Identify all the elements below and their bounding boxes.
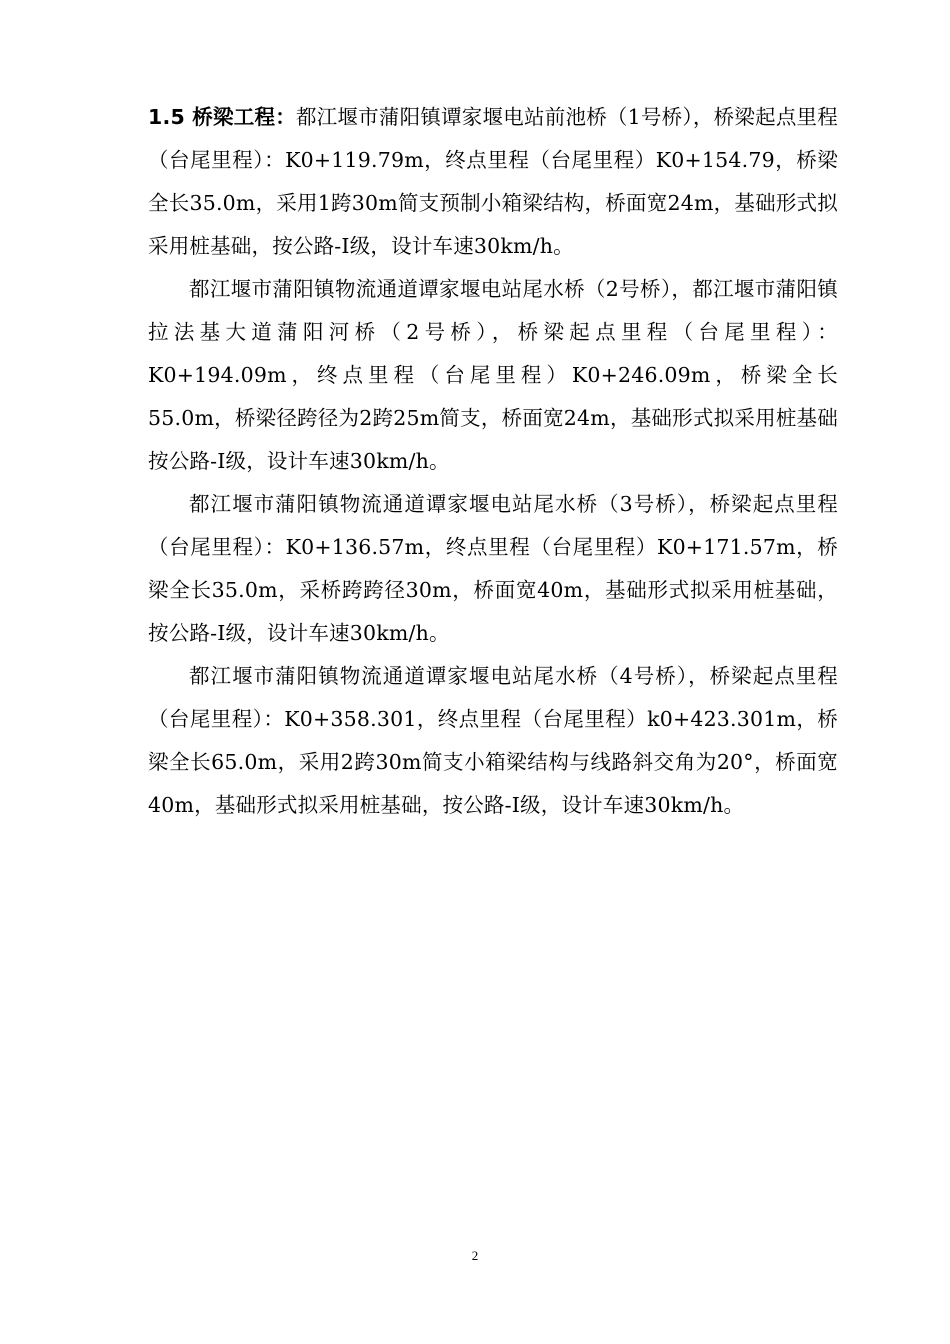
paragraph-bridge-1 xyxy=(148,96,838,268)
paragraph-bridge-2: 都江堰市蒲阳镇物流通道谭家堰电站尾水桥（2号桥），都江堰市蒲阳镇拉法基大道蒲阳河桥（2号桥），桥梁起点里程（台尾里程）：K0+194.09m，终点里程（台尾里程）K0+246.09m，桥梁全长55.0m，桥梁径跨径为2跨25m简支，桥面宽24m，基础形式拟采用桩基础按公路-I级，设计车速30km/h。 xyxy=(148,277,838,473)
document-body xyxy=(148,96,838,827)
paragraph-text: 都江堰市蒲阳镇谭家堰电站前池桥（1号桥），桥梁起点里程（台尾里程）：K0+119.79m，终点里程（台尾里程）K0+154.79，桥梁全长35.0m，采用1跨30m简支预制小箱梁结构，桥面宽24m，基础形式拟采用桩基础，按公路-I级，设计车速30km/h。 xyxy=(148,105,838,258)
page-number: 2 xyxy=(471,1248,479,1263)
paragraph-bridge-4: 都江堰市蒲阳镇物流通道谭家堰电站尾水桥（4号桥），桥梁起点里程（台尾里程）：K0+358.301，终点里程（台尾里程）k0+423.301m，桥梁全长65.0m，采用2跨30m简支小箱梁结构与线路斜交角为20°，桥面宽40m，基础形式拟采用桩基础，按公路-I级，设计车速30km/h。 xyxy=(148,664,838,817)
section-heading: 1.5 桥梁工程： xyxy=(148,105,296,129)
paragraph-bridge-3: 都江堰市蒲阳镇物流通道谭家堰电站尾水桥（3号桥），桥梁起点里程（台尾里程）：K0+136.57m，终点里程（台尾里程）K0+171.57m，桥梁全长35.0m，采桥跨跨径30m，桥面宽40m，基础形式拟采用桩基础，按公路-I级，设计车速30km/h。 xyxy=(148,492,838,645)
